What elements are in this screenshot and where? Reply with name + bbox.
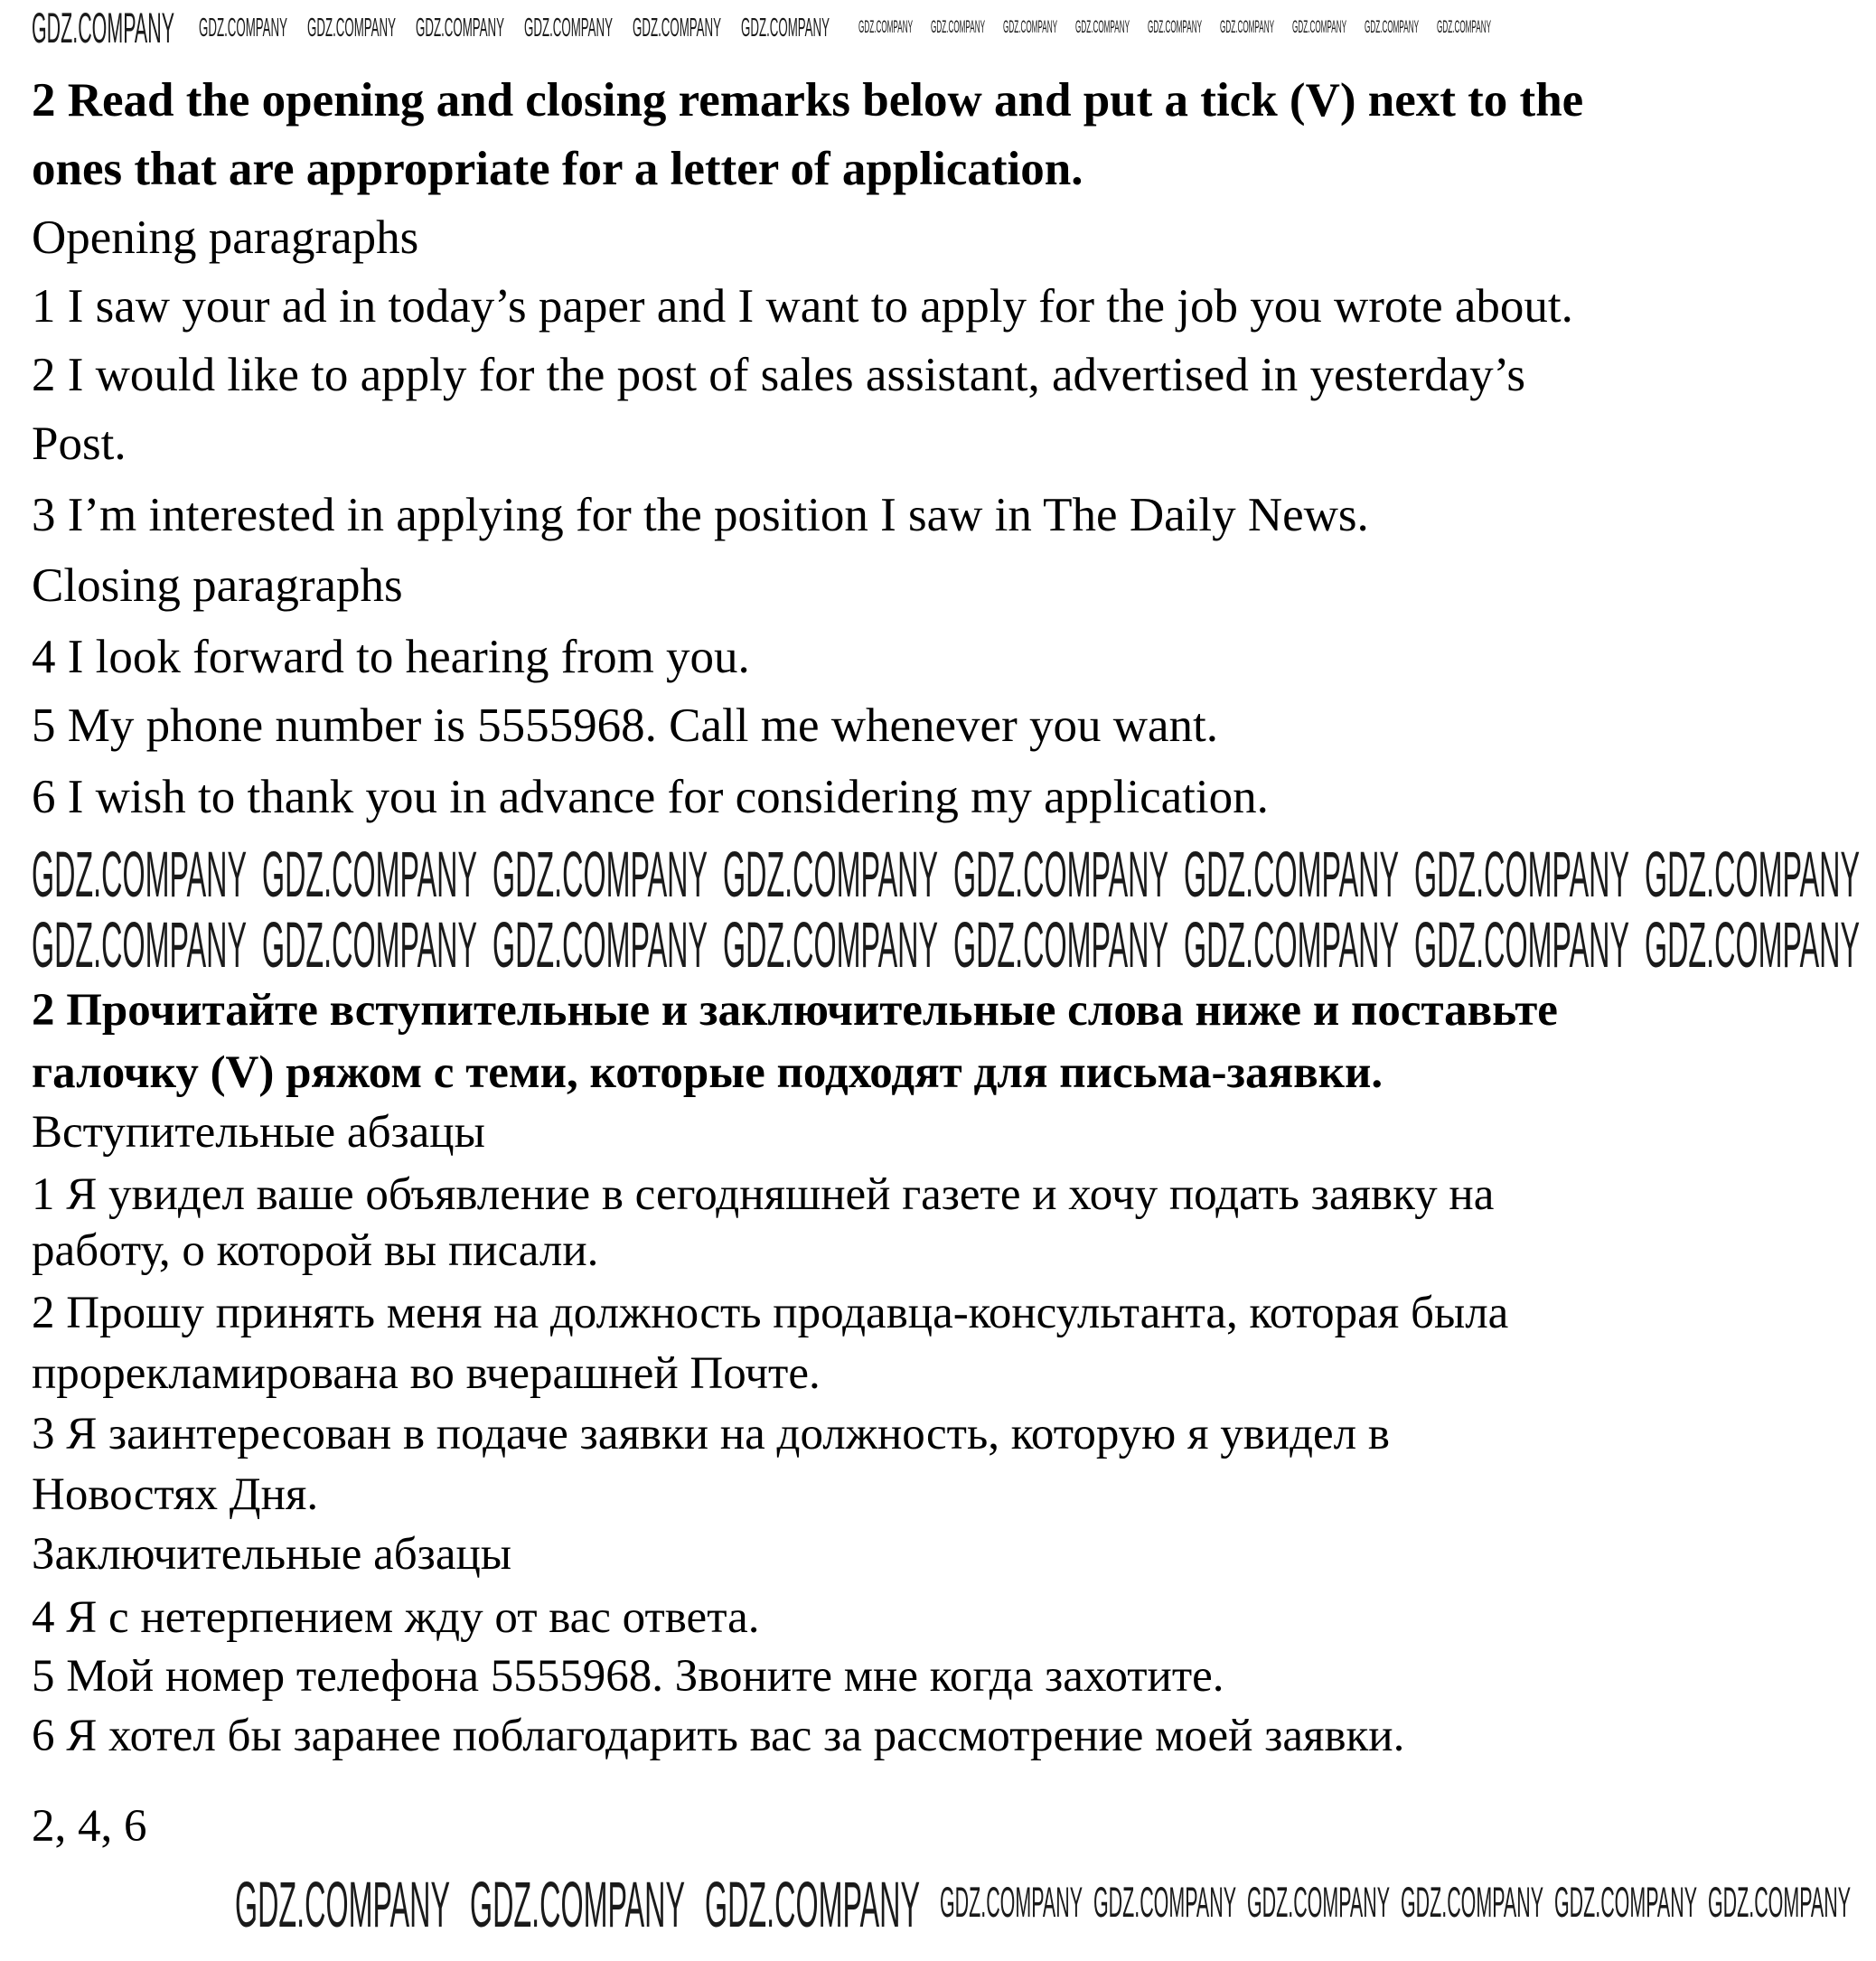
watermark-text: GDZ.COMPANY xyxy=(524,14,613,40)
closing-title-en: Closing paragraphs xyxy=(32,559,403,612)
opening-item-en: 2 I would like to apply for the post of sales assistant, advertised in yesterday’s xyxy=(32,349,1525,401)
watermark xyxy=(32,911,249,976)
watermark xyxy=(416,13,506,40)
watermark xyxy=(262,911,479,976)
watermark xyxy=(524,13,614,40)
watermark xyxy=(1003,18,1059,35)
watermark xyxy=(633,13,723,40)
watermark xyxy=(1645,911,1862,976)
watermark xyxy=(1401,1880,1545,1923)
opening-title-ru: Вступительные абзацы xyxy=(32,1107,485,1158)
watermark xyxy=(1247,1880,1392,1923)
task-heading-en: ones that are appropriate for a letter of application. xyxy=(32,143,1083,195)
watermark xyxy=(741,13,831,40)
watermark-text: GDZ.COMPANY xyxy=(1365,18,1420,35)
watermark xyxy=(940,1880,1084,1923)
watermark-text: GDZ.COMPANY xyxy=(1414,840,1629,905)
watermark-text: GDZ.COMPANY xyxy=(1003,18,1058,35)
watermark xyxy=(32,840,249,905)
watermark-text: GDZ.COMPANY xyxy=(32,911,247,976)
watermark xyxy=(1184,840,1401,905)
closing-item-ru: 6 Я хотел бы заранее поблагодарить вас за рассмотрение моей заявки. xyxy=(32,1711,1405,1761)
watermark xyxy=(199,13,289,40)
watermark xyxy=(858,18,915,35)
watermark-text: GDZ.COMPANY xyxy=(705,1871,920,1936)
watermark xyxy=(705,1871,922,1936)
watermark-text: GDZ.COMPANY xyxy=(723,840,938,905)
watermark-text: GDZ.COMPANY xyxy=(1292,18,1347,35)
watermark-text: GDZ.COMPANY xyxy=(492,911,708,976)
watermark xyxy=(1414,840,1631,905)
watermark-text: GDZ.COMPANY xyxy=(1645,840,1860,905)
watermark xyxy=(307,13,398,40)
watermark-text: GDZ.COMPANY xyxy=(416,14,504,40)
watermark-text: GDZ.COMPANY xyxy=(470,1871,685,1936)
watermark-text: GDZ.COMPANY xyxy=(262,840,477,905)
watermark-text: GDZ.COMPANY xyxy=(1414,911,1629,976)
watermark-text: GDZ.COMPANY xyxy=(1093,1880,1236,1923)
watermark-text: GDZ.COMPANY xyxy=(1645,911,1860,976)
opening-title-en: Opening paragraphs xyxy=(32,211,419,264)
opening-item-en: Post. xyxy=(32,418,127,470)
closing-item-en: 4 I look forward to hearing from you. xyxy=(32,631,750,683)
watermark xyxy=(262,840,479,905)
watermark xyxy=(953,911,1170,976)
watermark-text: GDZ.COMPANY xyxy=(1184,911,1399,976)
opening-item-ru: прорекламирована во вчерашней Почте. xyxy=(32,1348,821,1399)
watermark xyxy=(1437,18,1493,35)
watermark xyxy=(1093,1880,1238,1923)
task-heading-ru: 2 Прочитайте вступительные и заключительные слова ниже и поставьте xyxy=(32,985,1558,1036)
watermark xyxy=(1220,18,1276,35)
watermark-text: GDZ.COMPANY xyxy=(940,1880,1083,1923)
closing-item-ru: 4 Я с нетерпением жду от вас ответа. xyxy=(32,1592,760,1643)
watermark-text: GDZ.COMPANY xyxy=(953,840,1168,905)
watermark xyxy=(953,840,1170,905)
watermark-text: GDZ.COMPANY xyxy=(1148,18,1203,35)
watermark xyxy=(1075,18,1131,35)
watermark xyxy=(1708,1880,1853,1923)
watermark-text: GDZ.COMPANY xyxy=(32,840,247,905)
watermark xyxy=(723,911,940,976)
closing-item-en: 5 My phone number is 5555968. Call me whenever you want. xyxy=(32,699,1218,752)
watermark xyxy=(723,840,940,905)
watermark-text: GDZ.COMPANY xyxy=(492,840,708,905)
watermark-text: GDZ.COMPANY xyxy=(262,911,477,976)
watermark-text: GDZ.COMPANY xyxy=(741,14,830,40)
watermark-text: GDZ.COMPANY xyxy=(199,14,287,40)
watermark xyxy=(235,1871,452,1936)
opening-item-en: 1 I saw your ad in today’s paper and I want to apply for the job you wrote about. xyxy=(32,280,1573,333)
watermark xyxy=(931,18,987,35)
watermark-text: GDZ.COMPANY xyxy=(307,14,396,40)
watermark-text: GDZ.COMPANY xyxy=(1437,18,1492,35)
watermark-text: GDZ.COMPANY xyxy=(723,911,938,976)
watermark xyxy=(1148,18,1204,35)
watermark-text: GDZ.COMPANY xyxy=(1075,18,1130,35)
watermark xyxy=(32,5,176,49)
closing-item-ru: 5 Мой номер телефона 5555968. Звоните мне когда захотите. xyxy=(32,1651,1224,1702)
watermark-text: GDZ.COMPANY xyxy=(1708,1880,1851,1923)
watermark-text: GDZ.COMPANY xyxy=(1247,1880,1390,1923)
opening-item-ru: 1 Я увидел ваше объявление в сегодняшней газете и хочу подать заявку на xyxy=(32,1169,1495,1220)
watermark-text: GDZ.COMPANY xyxy=(235,1871,450,1936)
watermark-text: GDZ.COMPANY xyxy=(1401,1880,1543,1923)
opening-item-ru: работу, о которой вы писали. xyxy=(32,1225,599,1276)
watermark-text: GDZ.COMPANY xyxy=(633,14,721,40)
opening-item-ru: Новостях Дня. xyxy=(32,1469,319,1520)
watermark xyxy=(492,840,709,905)
watermark-text: GDZ.COMPANY xyxy=(1184,840,1399,905)
watermark-text: GDZ.COMPANY xyxy=(32,5,174,49)
closing-title-ru: Заключительные абзацы xyxy=(32,1529,512,1580)
task-heading-ru: галочку (V) ряжом с теми, которые подходят для письма-заявки. xyxy=(32,1047,1384,1098)
opening-item-ru: 2 Прошу принять меня на должность продавца-консультанта, которая была xyxy=(32,1288,1509,1338)
watermark-text: GDZ.COMPANY xyxy=(1554,1880,1697,1923)
watermark-text: GDZ.COMPANY xyxy=(1220,18,1275,35)
watermark xyxy=(470,1871,687,1936)
watermark xyxy=(1645,840,1862,905)
opening-item-en: 3 I’m interested in applying for the position I saw in The Daily News. xyxy=(32,489,1369,541)
watermark xyxy=(1184,911,1401,976)
watermark xyxy=(1292,18,1348,35)
closing-item-en: 6 I wish to thank you in advance for considering my application. xyxy=(32,771,1269,823)
answer: 2, 4, 6 xyxy=(32,1801,147,1852)
watermark xyxy=(1365,18,1421,35)
watermark-text: GDZ.COMPANY xyxy=(931,18,986,35)
watermark-text: GDZ.COMPANY xyxy=(953,911,1168,976)
watermark xyxy=(1554,1880,1699,1923)
task-heading-en: 2 Read the opening and closing remarks below and put a tick (V) next to the xyxy=(32,74,1584,127)
watermark-text: GDZ.COMPANY xyxy=(858,18,914,35)
watermark xyxy=(1414,911,1631,976)
watermark xyxy=(492,911,709,976)
opening-item-ru: 3 Я заинтересован в подаче заявки на должность, которую я увидел в xyxy=(32,1409,1390,1459)
